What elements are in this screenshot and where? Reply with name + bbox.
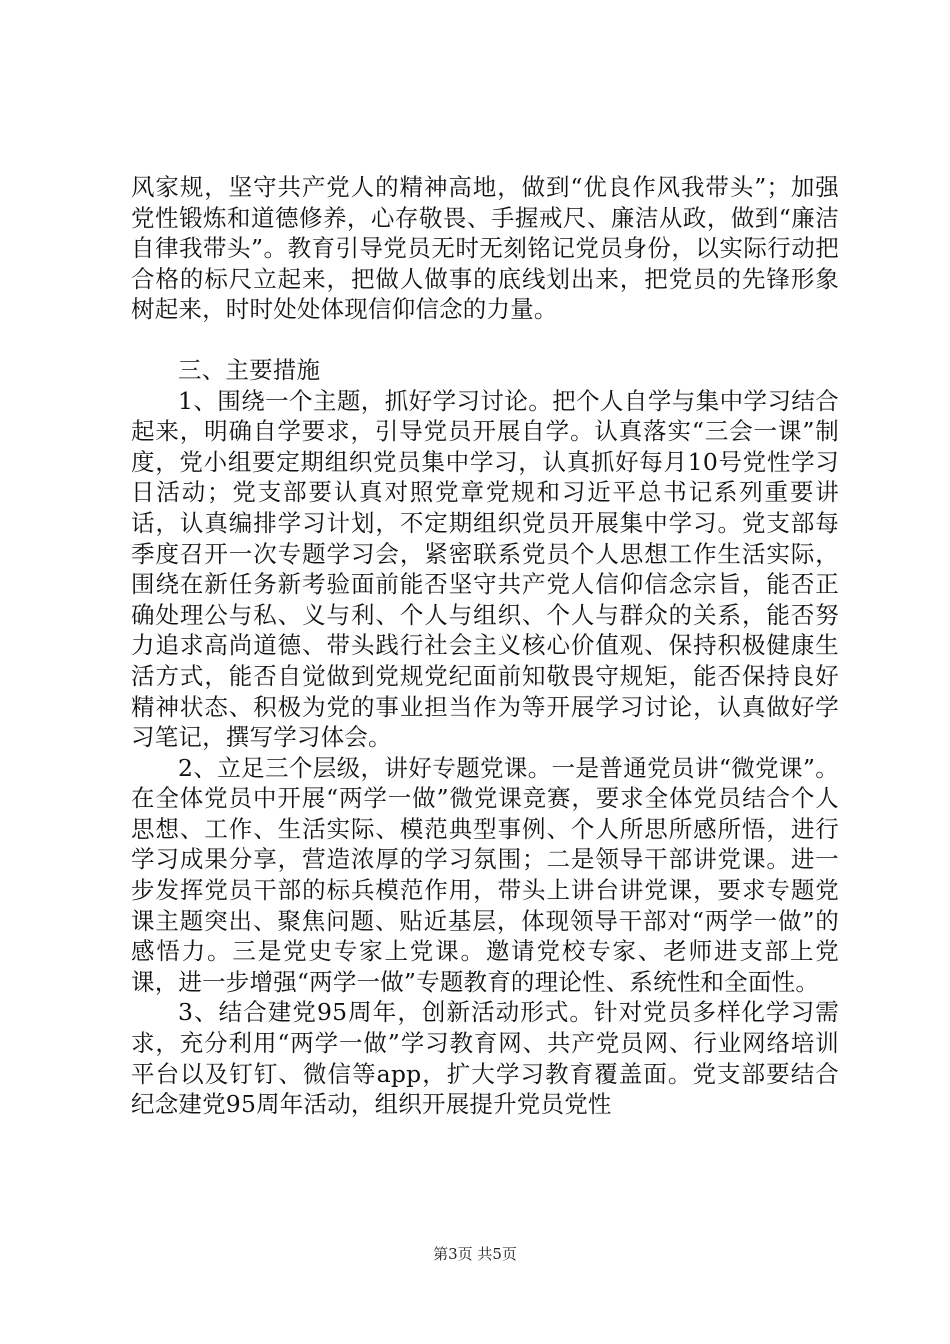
document-body — [131, 172, 839, 1120]
measure-item-2: 2、立足三个层级，讲好专题党课。一是普通党员讲“微党课”。在全体党员中开展“两学一做”微党课竞赛，要求全体党员结合个人思想、工作、生活实际、模范典型事例、个人所思所感所悟，进行学习成果分享，营造浓厚的学习氛围；二是领导干部讲党课。进一步发挥党员干部的标兵模范作用，带头上讲台讲党课，要求专题党课主题突出、聚焦问题、贴近基层，体现领导干部对“两学一做”的感悟力。三是党史专家上党课。邀请党校专家、老师进支部上党课，进一步增强“两学一做”专题教育的理论性、系统性和全面性。 — [131, 753, 839, 996]
measure-item-1: 1、围绕一个主题，抓好学习讨论。把个人自学与集中学习结合起来，明确自学要求，引导党员开展自学。认真落实“三会一课”制度，党小组要定期组织党员集中学习，认真抓好每月10号党性学习日活动；党支部要认真对照党章党规和习近平总书记系列重要讲话，认真编排学习计划，不定期组织党员开展集中学习。党支部每季度召开一次专题学习会，紧密联系党员个人思想工作生活实际，围绕在新任务新考验面前能否坚守共产党人信仰信念宗旨，能否正确处理公与私、义与利、个人与组织、个人与群众的关系，能否努力追求高尚道德、带头践行社会主义核心价值观、保持积极健康生活方式，能否自觉做到党规党纪面前知敬畏守规矩，能否保持良好精神状态、积极为党的事业担当作为等开展学习讨论，认真做好学习笔记，撰写学习体会。 — [131, 386, 839, 752]
section-heading: 三、主要措施 — [178, 355, 321, 384]
page-footer — [0, 1244, 950, 1264]
measure-item-3: 3、结合建党95周年，创新活动形式。针对党员多样化学习需求，充分利用“两学一做”学习教育网、共产党员网、行业网络培训平台以及钉钉、微信等app，扩大学习教育覆盖面。党支部要结合纪念建党95周年活动，组织开展提升党员党性 — [131, 998, 839, 1119]
page-number-label: 第3页 共5页 — [433, 1245, 517, 1263]
continuation-paragraph: 风家规，坚守共产党人的精神高地，做到“优良作风我带头”；加强党性锻炼和道德修养，心存敬畏、手握戒尺、廉洁从政，做到“廉洁自律我带头”。教育引导党员无时无刻铭记党员身份，以实际行动把合格的标尺立起来，把做人做事的底线划出来，把党员的先锋形象树起来，时时处处体现信仰信念的力量。 — [131, 173, 839, 324]
